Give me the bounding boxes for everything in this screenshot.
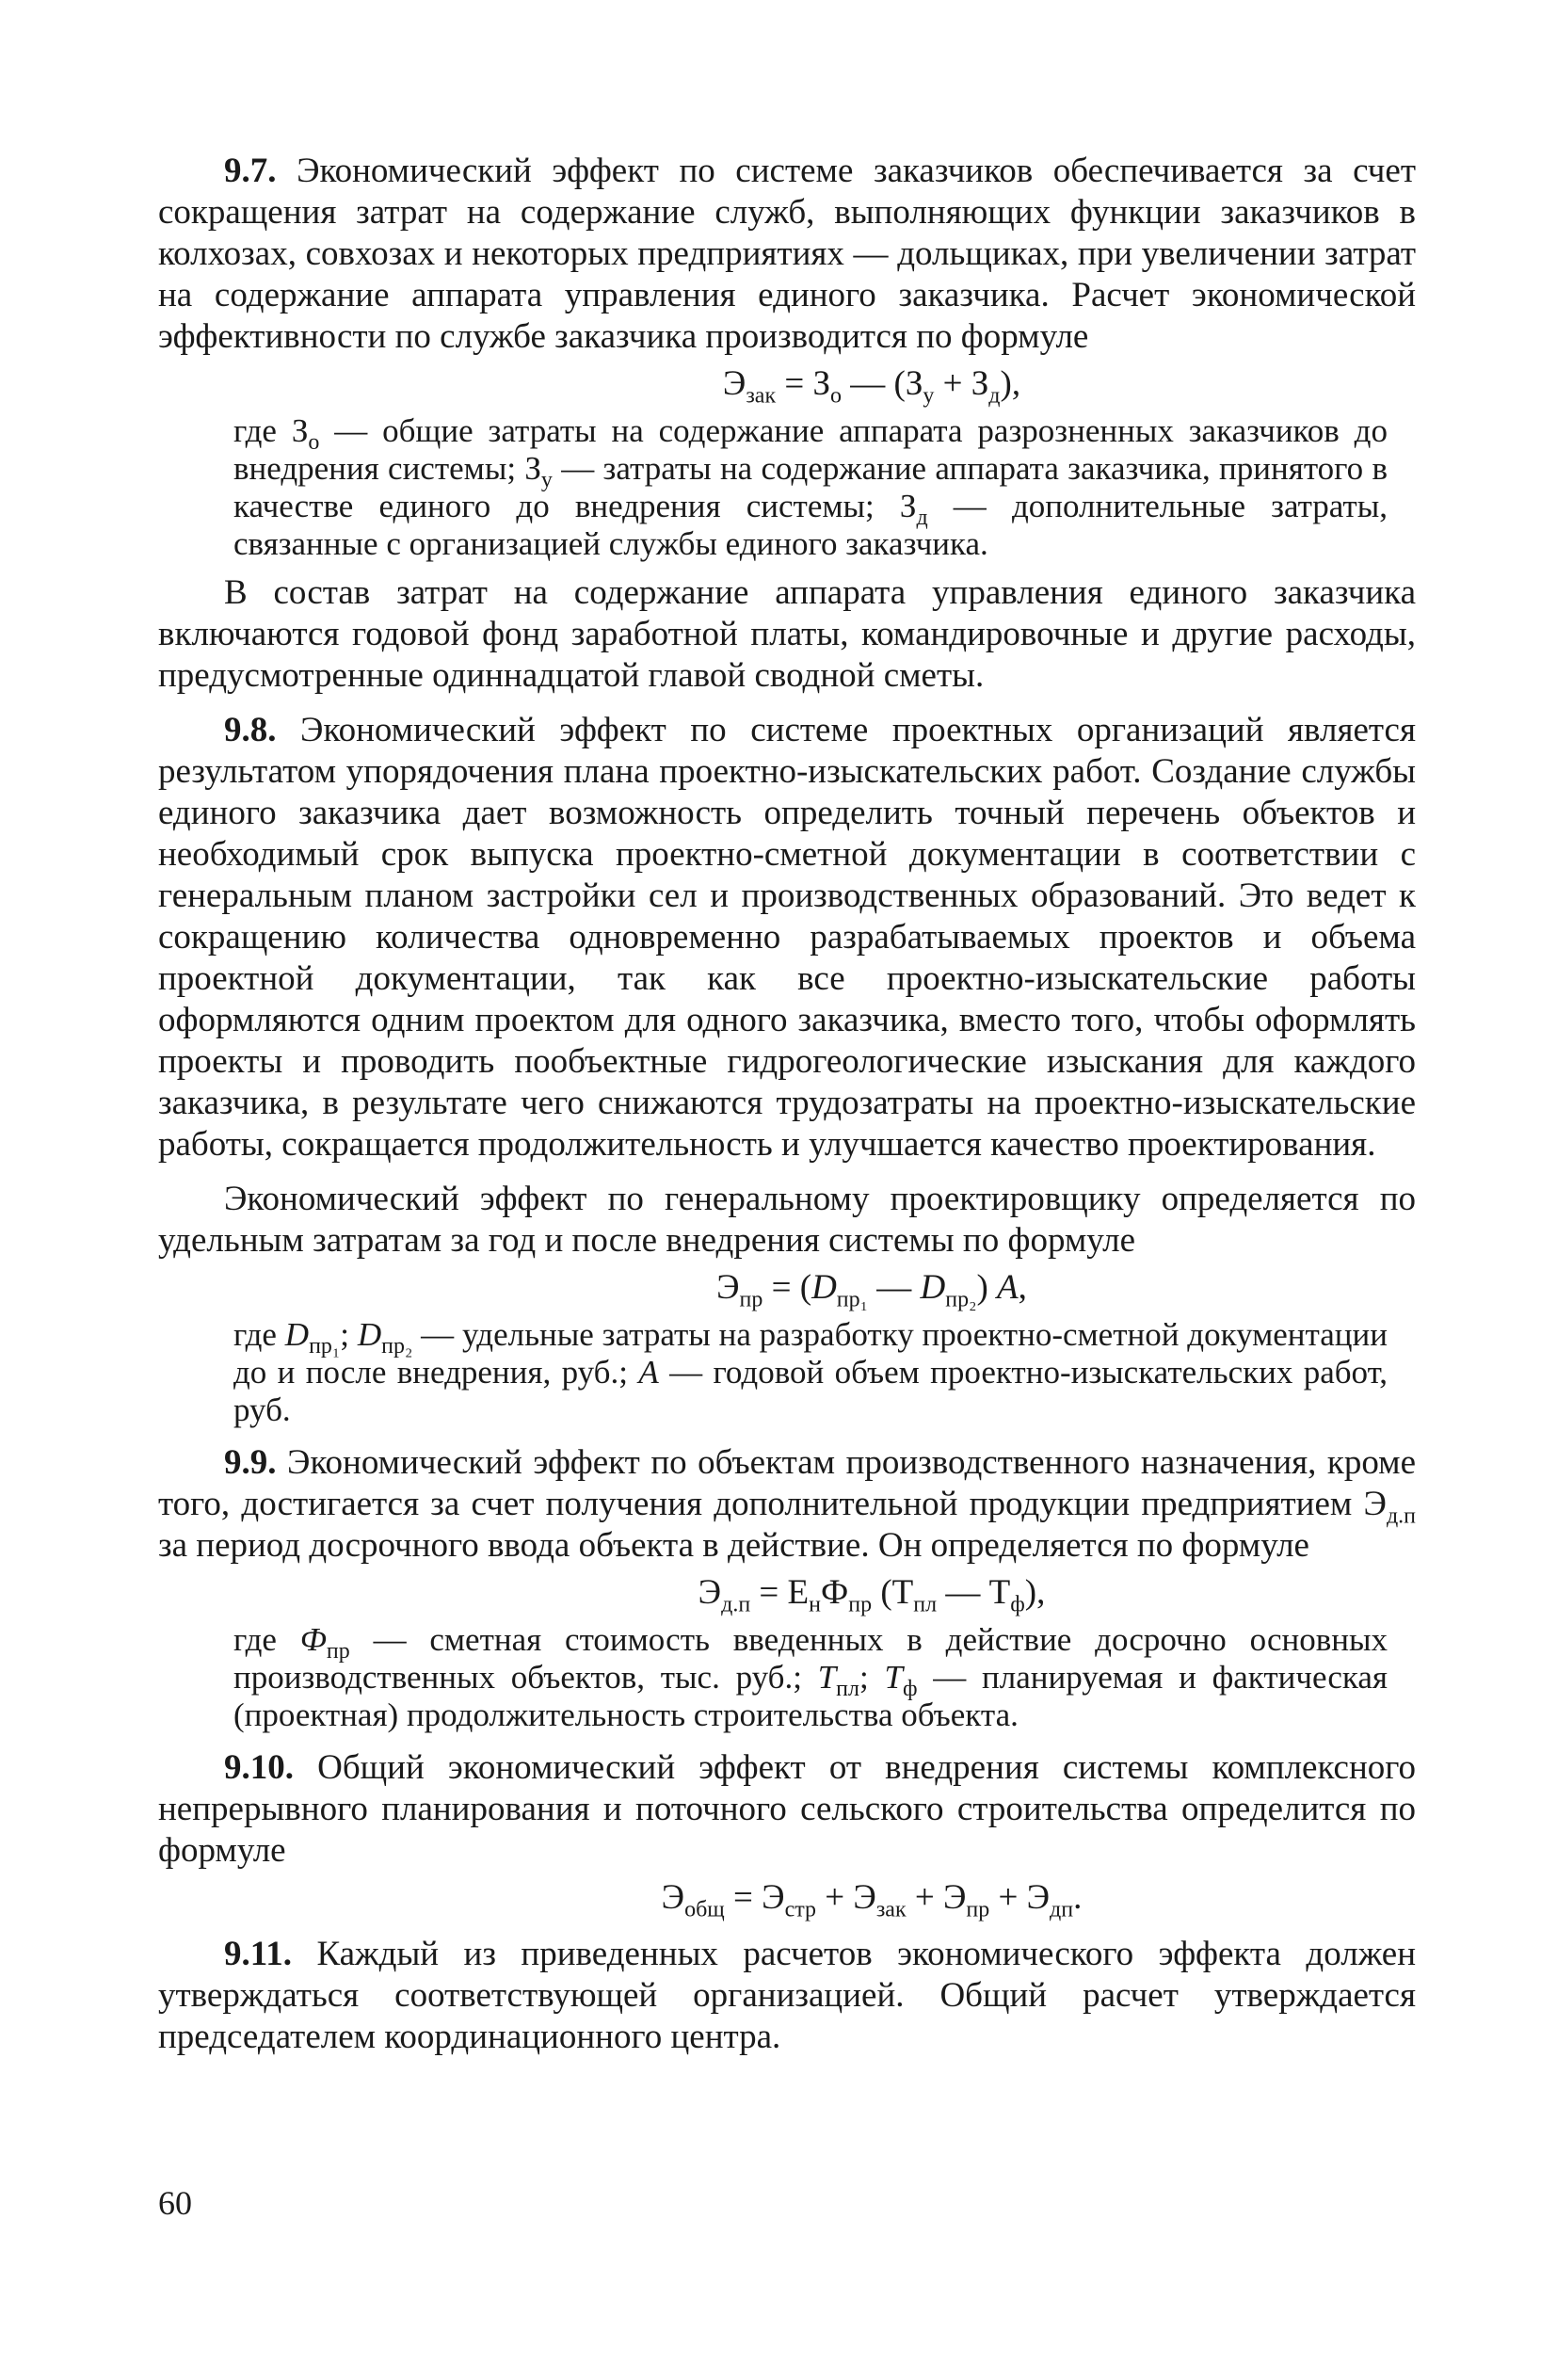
section-9-7-paragraph	[158, 151, 1416, 358]
formula-total-effect: $Э_{общ} = Э_{стр} + Э_{зак} + Э_{пр} + Э_{дп}$.	[661, 1878, 1083, 1922]
section-9-9-paragraph: 9.9. Экономический эффект по объектам производственного назначения, кроме того, достигается за счет получения дополнительной продукции предприятием $Э_{д.п}$ за период досрочного ввода объекта в действие. Он определяется по формуле	[158, 1443, 1417, 1565]
section-number: 9.9.	[224, 1443, 277, 1482]
section-text: Общий экономический эффект от внедрения системы комплексного непрерывного планирования и поточного сельского строительства определится по формуле	[158, 1748, 1416, 1870]
section-9-10-paragraph	[158, 1747, 1416, 1872]
section-9-11-paragraph	[158, 1934, 1416, 2058]
formula-legend: где $Ф_{пр}$ — сметная стоимость введенных в действие досрочно основных производственных объектов, тыс. руб.; $Т_{пл}$; $Т_ф$ — планируемая и фактическая (проектная) продолжительность строительства объекта.	[233, 1621, 1388, 1733]
formula-production-effect: $Э_{д.п} = Е_нФ_{пр}$ ($Т_{пл}$ — $Т_ф$),	[698, 1573, 1046, 1617]
section-number: 9.11.	[224, 1935, 292, 1973]
page-number: 60	[158, 2184, 192, 2222]
formula-legend: где $З_о$ — общие затраты на содержание аппарата разрозненных заказчиков до внедрения системы; $З_у$ — затраты на содержание аппарата заказчика, принятого в качестве единого до внедрения системы; $З_д$ — дополнительные затраты, связанные с организацией службы единого заказчика.	[233, 412, 1388, 562]
formula-customer-effect: $Э_{зак} = З_о$ — $(З_у + З_д)$,	[722, 364, 1021, 409]
section-text: Экономический эффект по системе проектных организаций является результатом упорядочения плана проектно-изыскательских работ. Создание службы единого заказчика дает возможность определить точный перечень объектов и необходимый срок выпуска проектно-сметной документации в соответствии с генеральным планом застройки сел и производственных образований. Это ведет к сокращению количества одновременно разрабатываемых проектов и объема проектной документации, так как все проектно-изыскательские работы оформляются одним проектом для одного заказчика, вместо того, чтобы оформлять проекты и проводить пообъектные гидрогеологические изыскания для каждого заказчика, в результате чего снижаются трудозатраты на проектно-изыскательские работы, сокращается продолжительность и улучшается качество проектирования.	[158, 711, 1416, 1164]
formula-design-effect: $Э_{пр} = (D_{пр_1}$ — $D_{пр_2}$) A,	[716, 1268, 1027, 1312]
formula-legend: где $D_{пр_1}$; $D_{пр_2}$ — удельные затраты на разработку проектно-сметной документации до и после внедрения, руб.; A — годовой объем проектно-изыскательских работ, руб.	[233, 1316, 1388, 1428]
paragraph: В состав затрат на содержание аппарата управления единого заказчика включаются годовой фонд заработной платы, командировочные и другие расходы, предусмотренные одиннадцатой главой сводной сметы.	[158, 573, 1416, 695]
section-9-8-paragraph	[158, 710, 1416, 1166]
section-text: Экономический эффект по объектам производственного назначения, кроме того, достигается за счет получения дополнительной продукции предприятием Э	[158, 1443, 1417, 1523]
section-text: Каждый из приведенных расчетов экономического эффекта должен утверждаться соответствующей организацией. Общий расчет утверждается председателем координационного центра.	[158, 1935, 1417, 2056]
section-number: 9.7.	[224, 152, 277, 190]
paragraph: Экономический эффект по генеральному проектировщику определяется по удельным затратам за год и после внедрения системы по формуле	[158, 1180, 1416, 1260]
section-number: 9.8.	[224, 711, 277, 749]
section-text: Экономический эффект по системе заказчиков обеспечивается за счет сокращения затрат на содержание служб, выполняющих функции заказчиков в колхозах, совхозах и некоторых предприятиях — дольщиках, при увеличении затрат на содержание аппарата управления единого заказчика. Расчет экономической эффективности по службе заказчика производится по формуле	[158, 152, 1416, 356]
section-number: 9.10.	[224, 1748, 294, 1787]
